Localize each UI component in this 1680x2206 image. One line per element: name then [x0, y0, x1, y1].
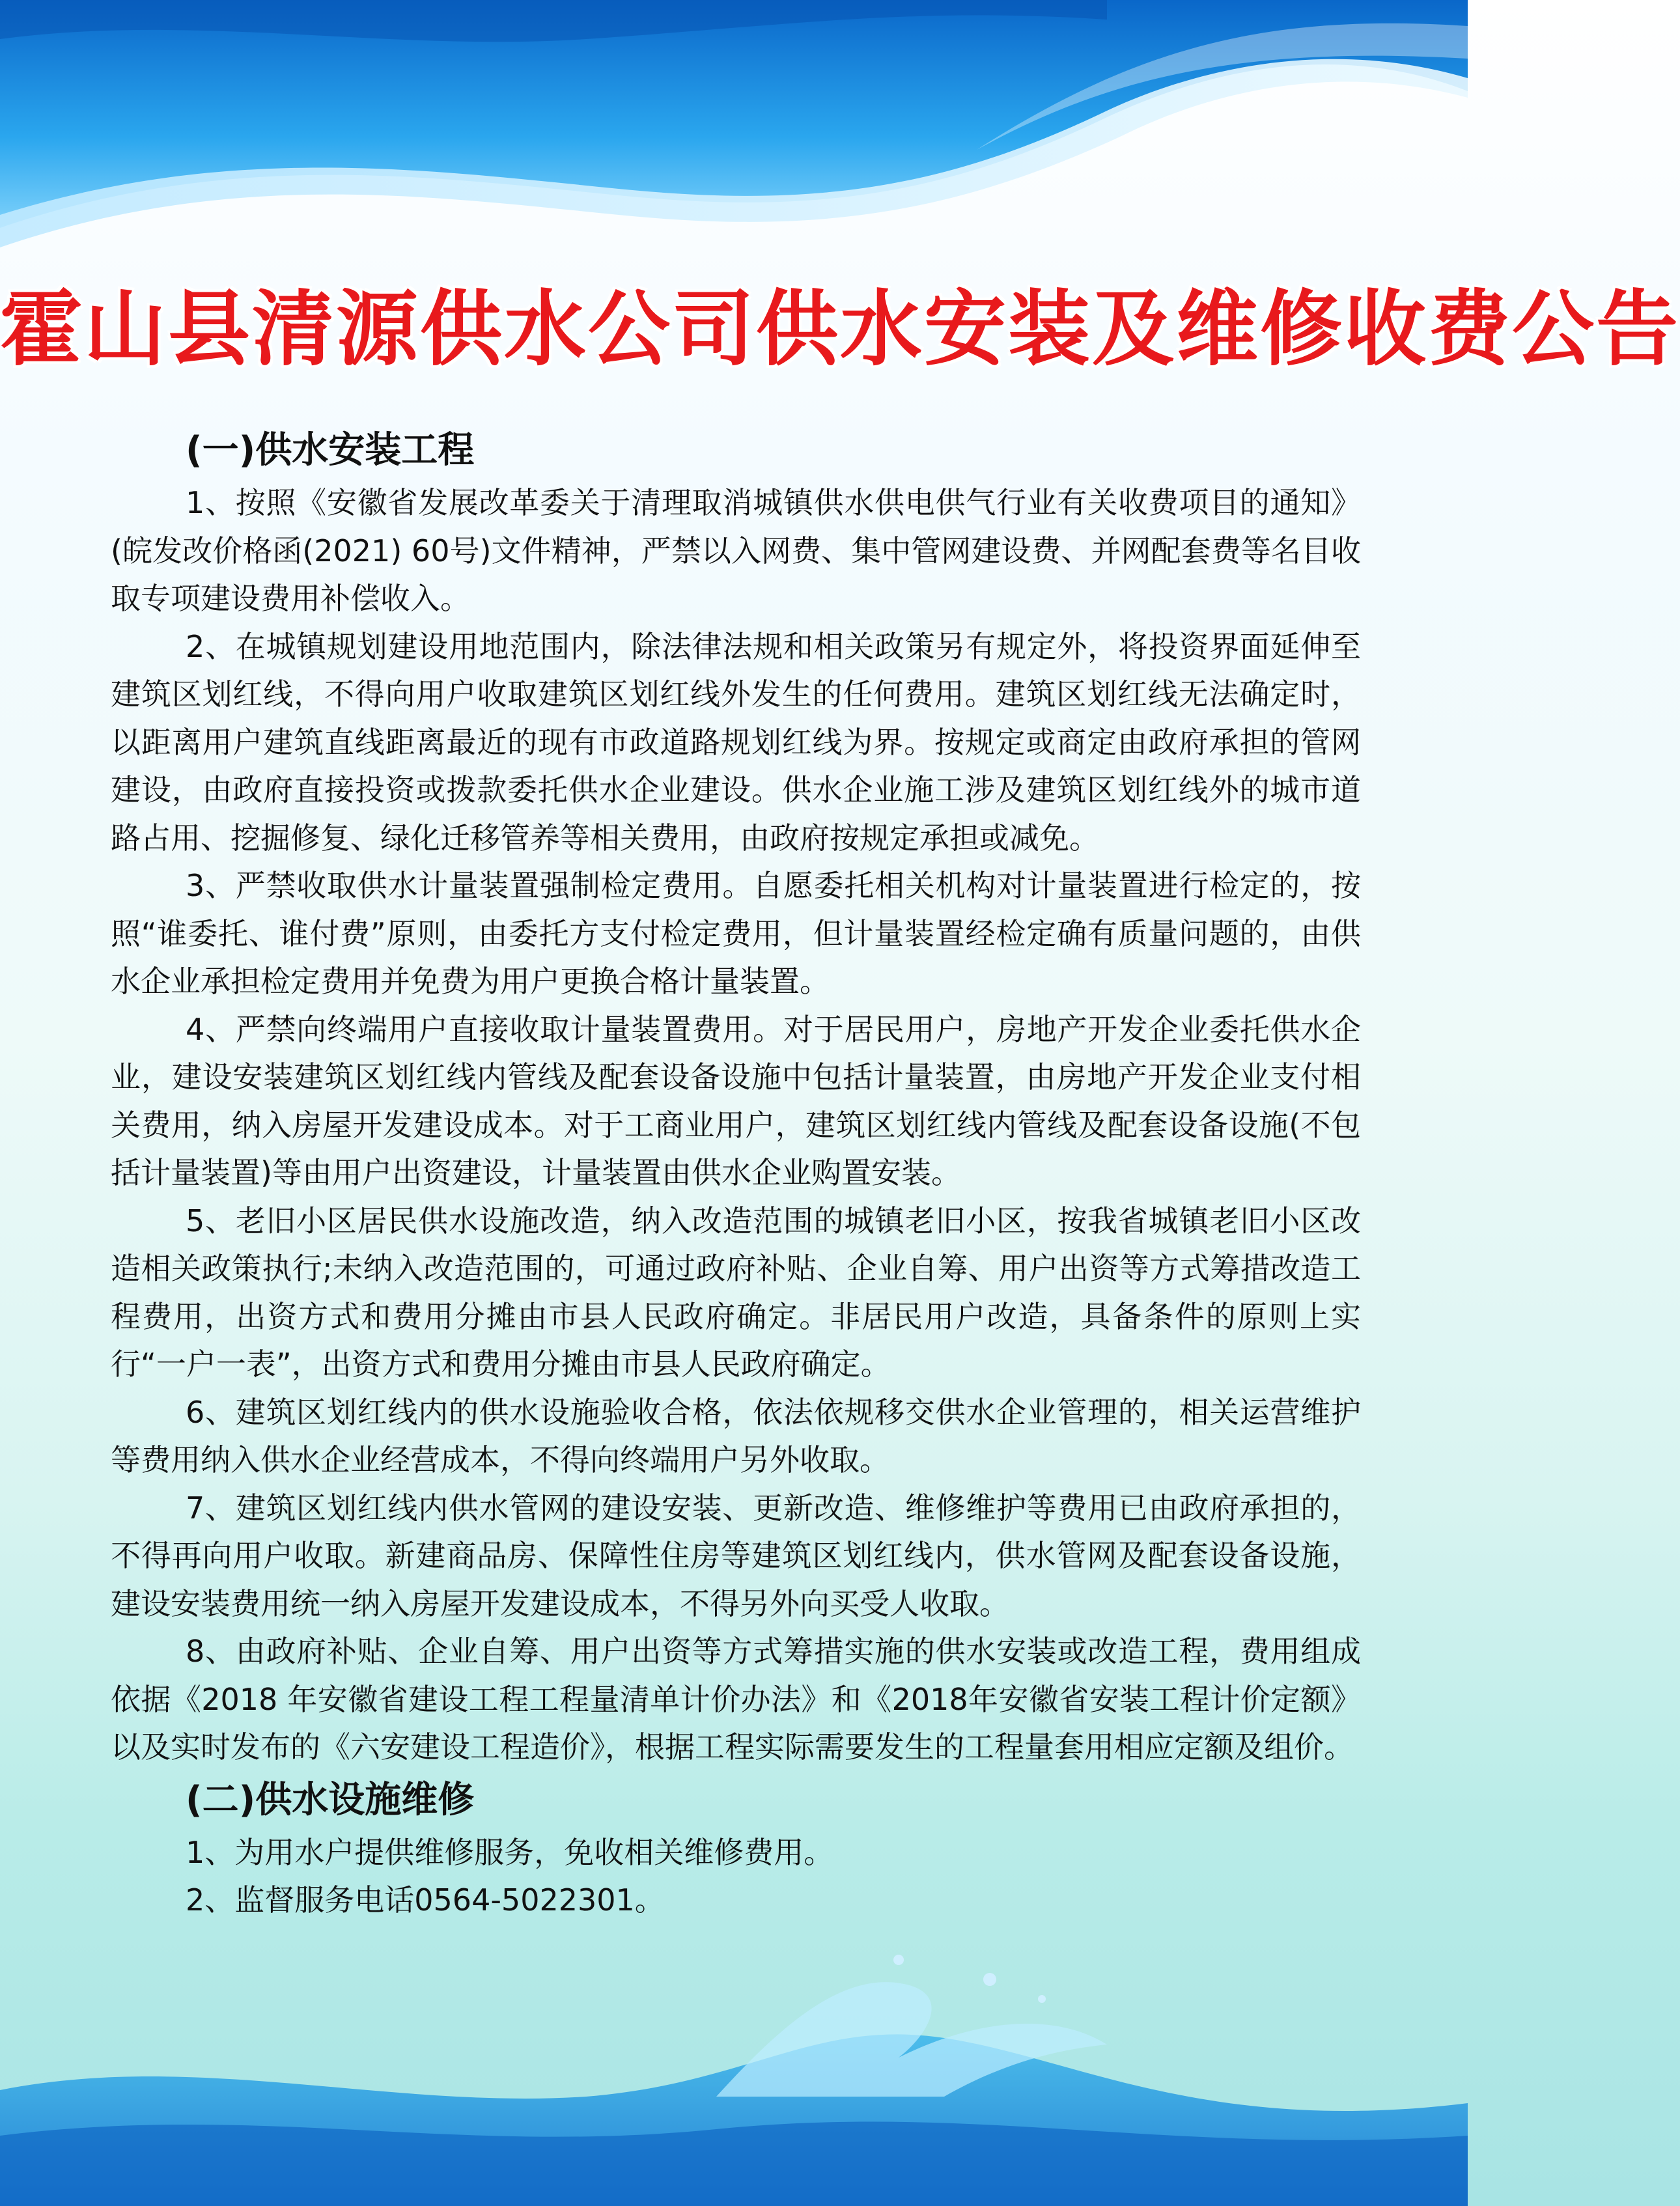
bottom-water-splash-decoration [0, 1940, 1468, 2206]
page-title: 霍山县清源供水公司供水安装及维修收费公告 [0, 281, 1680, 377]
paragraph-2: 2、在城镇规划建设用地范围内，除法律法规和相关政策另有规定外，将投资界面延伸至建筑区划红线，不得向用户收取建筑区划红线外发生的任何费用。建筑区划红线无法确定时，以距离用户建筑直线距离最近的现有市政道路规划红线为界。按规定或商定由政府承担的管网建设，由政府直接投资或拨款委托供水企业建设。供水企业施工涉及建筑区划红线外的城市道路占用、挖掘修复、绿化迁移管养等相关费用，由政府按规定承担或减免。 [111, 628, 1361, 856]
paragraph-1: 1、按照《安徽省发展改革委关于清理取消城镇供水供电供气行业有关收费项目的通知》(皖发改价格函(2021) 60号)文件精神，严禁以入网费、集中管网建设费、并网配套费等名目收取专项建设费用补偿收入。 [111, 485, 1361, 616]
section-heading-installation: (一)供水安装工程 [186, 429, 475, 471]
maintenance-item-2: 2、监督服务电话0564-5022301。 [186, 1882, 665, 1918]
paragraph-6: 6、建筑区划红线内的供水设施验收合格，依法依规移交供水企业管理的，相关运营维护等费用纳入供水企业经营成本，不得向终端用户另外收取。 [111, 1394, 1361, 1477]
section-heading-maintenance: (二)供水设施维修 [186, 1778, 475, 1821]
maintenance-item-1: 1、为用水户提供维修服务，免收相关维修费用。 [186, 1834, 834, 1870]
paragraph-4: 4、严禁向终端用户直接收取计量装置费用。对于居民用户，房地产开发企业委托供水企业，建设安装建筑区划红线内管线及配套设备设施中包括计量装置，由房地产开发企业支付相关费用，纳入房屋开发建设成本。对于工商业用户，建筑区划红线内管线及配套设备设施(不包括计量装置)等由用户出资建设，计量装置由供水企业购置安装。 [111, 1011, 1361, 1190]
paragraph-7: 7、建筑区划红线内供水管网的建设安装、更新改造、维修维护等费用已由政府承担的，不得再向用户收取。新建商品房、保障性住房等建筑区划红线内，供水管网及配套设备设施，建设安装费用统一纳入房屋开发建设成本，不得另外向买受人收取。 [111, 1490, 1361, 1621]
paragraph-3: 3、严禁收取供水计量装置强制检定费用。自愿委托相关机构对计量装置进行检定的，按照“谁委托、谁付费”原则，由委托方支付检定费用，但计量装置经检定确有质量问题的，由供水企业承担检定费用并免费为用户更换合格计量装置。 [111, 868, 1361, 999]
paragraph-5: 5、老旧小区居民供水设施改造，纳入改造范围的城镇老旧小区，按我省城镇老旧小区改造相关政策执行;未纳入改造范围的，可通过政府补贴、企业自筹、用户出资等方式筹措改造工程费用，出资方式和费用分摊由市县人民政府确定。非居民用户改造，具备条件的原则上实行“一户一表”，出资方式和费用分摊由市县人民政府确定。 [111, 1203, 1361, 1382]
paragraph-8: 8、由政府补贴、企业自筹、用户出资等方式筹措实施的供水安装或改造工程，费用组成依据《2018 年安徽省建设工程工程量清单计价办法》和《2018年安徽省安装工程计价定额》以及实时发布的《六安建设工程造价》，根据工程实际需要发生的工程量套用相应定额及组价。 [111, 1634, 1361, 1765]
notice-body [111, 422, 1361, 1925]
top-water-wave-decoration [0, 0, 1468, 286]
